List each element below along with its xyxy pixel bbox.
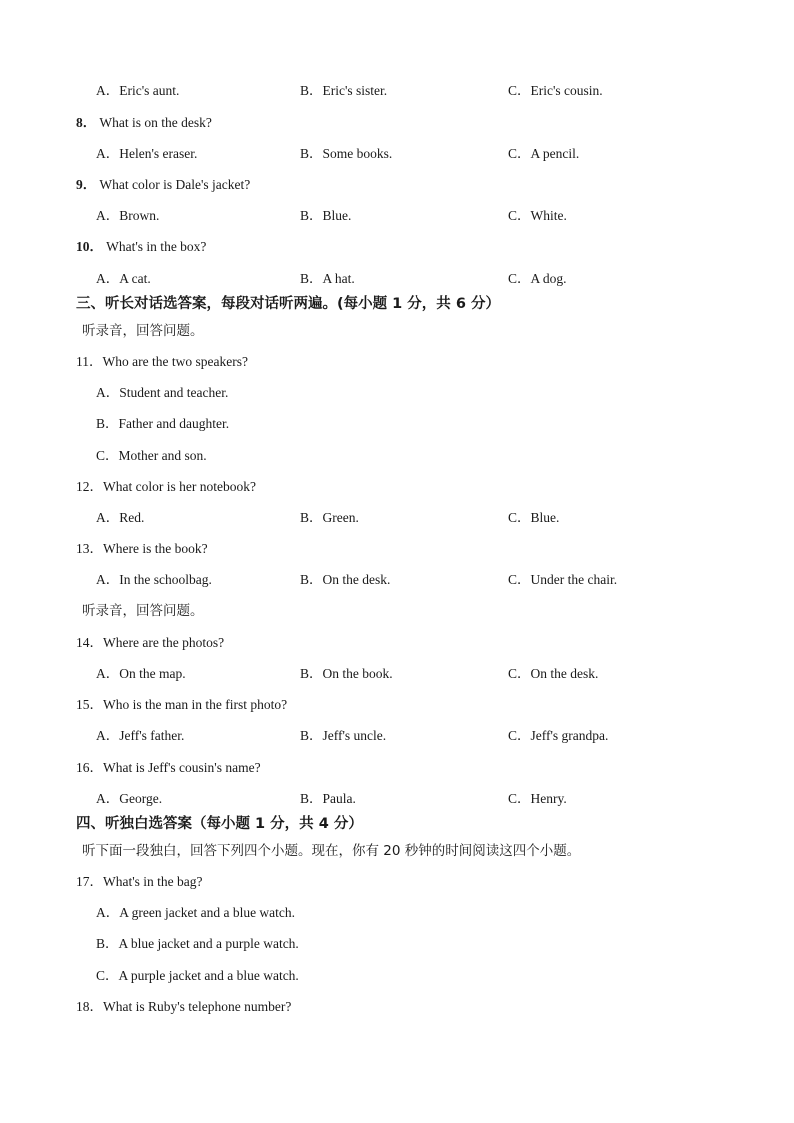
section-3-instruction-2: 听录音，回答问题。 (82, 603, 204, 619)
q7-option-a: A．Eric's aunt. (96, 83, 180, 98)
section-3-instruction: 听录音，回答问题。 (82, 323, 204, 339)
q9-option-b: B．Blue. (300, 208, 352, 223)
question-text: What's in the box? (106, 239, 207, 254)
q12-option-b: B．Green. (300, 510, 359, 525)
q7-option-c: C．Eric's cousin. (508, 83, 603, 98)
q13-option-c: C．Under the chair. (508, 572, 618, 587)
question-number: 9． (76, 177, 97, 192)
q8-option-a: A．Helen's eraser. (96, 146, 198, 161)
section-4-title: 四、听独白选答案（每小题 1 分，共 4 分） (76, 816, 363, 832)
q12-option-c: C．Blue. (508, 510, 560, 525)
q9-option-c: C．White. (508, 208, 567, 223)
question-15: 15．Who is the man in the first photo? (76, 697, 288, 712)
question-11: 11．Who are the two speakers? (76, 354, 248, 369)
question-16: 16．What is Jeff's cousin's name? (76, 760, 261, 775)
q12-option-a: A．Red. (96, 510, 145, 525)
q11-option-b: B．Father and daughter. (96, 416, 230, 431)
question-17: 17．What's in the bag? (76, 874, 203, 889)
question-number: 8． (76, 115, 97, 130)
q15-option-c: C．Jeff's grandpa. (508, 728, 609, 743)
q10-option-b: B．A hat. (300, 271, 355, 286)
q16-option-b: B．Paula. (300, 791, 356, 806)
question-13: 13．Where is the book? (76, 541, 208, 556)
q13-option-a: A．In the schoolbag. (96, 572, 212, 587)
q16-option-a: A．George. (96, 791, 163, 806)
q15-option-b: B．Jeff's uncle. (300, 728, 387, 743)
question-8 (76, 114, 212, 132)
question-number: 10． (76, 239, 103, 254)
question-14: 14．Where are the photos? (76, 635, 225, 650)
question-text: What is on the desk? (99, 115, 212, 130)
q15-option-a: A．Jeff's father. (96, 728, 185, 743)
q17-option-a: A．A green jacket and a blue watch. (96, 905, 296, 920)
q14-option-a: A．On the map. (96, 666, 186, 681)
q7-option-b: B．Eric's sister. (300, 83, 388, 98)
q8-option-b: B．Some books. (300, 146, 393, 161)
q9-option-a: A．Brown. (96, 208, 160, 223)
q17-option-b: B．A blue jacket and a purple watch. (96, 936, 299, 951)
question-text: What color is Dale's jacket? (99, 177, 251, 192)
section-4-instruction: 听下面一段独白，回答下列四个小题。现在，你有 20 秒钟的时间阅读这四个小题。 (82, 843, 581, 859)
q17-option-c: C．A purple jacket and a blue watch. (96, 968, 299, 983)
q11-option-c: C．Mother and son. (96, 448, 207, 463)
section-3-title: 三、听长对话选答案，每段对话听两遍。(每小题 1 分，共 6 分） (76, 296, 500, 312)
q10-option-a: A．A cat. (96, 271, 151, 286)
q14-option-c: C．On the desk. (508, 666, 599, 681)
q10-option-c: C．A dog. (508, 271, 567, 286)
q13-option-b: B．On the desk. (300, 572, 391, 587)
q11-option-a: A．Student and teacher. (96, 385, 229, 400)
question-9 (76, 176, 250, 194)
question-18: 18．What is Ruby's telephone number? (76, 999, 292, 1014)
q14-option-b: B．On the book. (300, 666, 393, 681)
q8-option-c: C．A pencil. (508, 146, 580, 161)
question-10 (76, 238, 206, 256)
question-12: 12．What color is her notebook? (76, 479, 256, 494)
q16-option-c: C．Henry. (508, 791, 567, 806)
